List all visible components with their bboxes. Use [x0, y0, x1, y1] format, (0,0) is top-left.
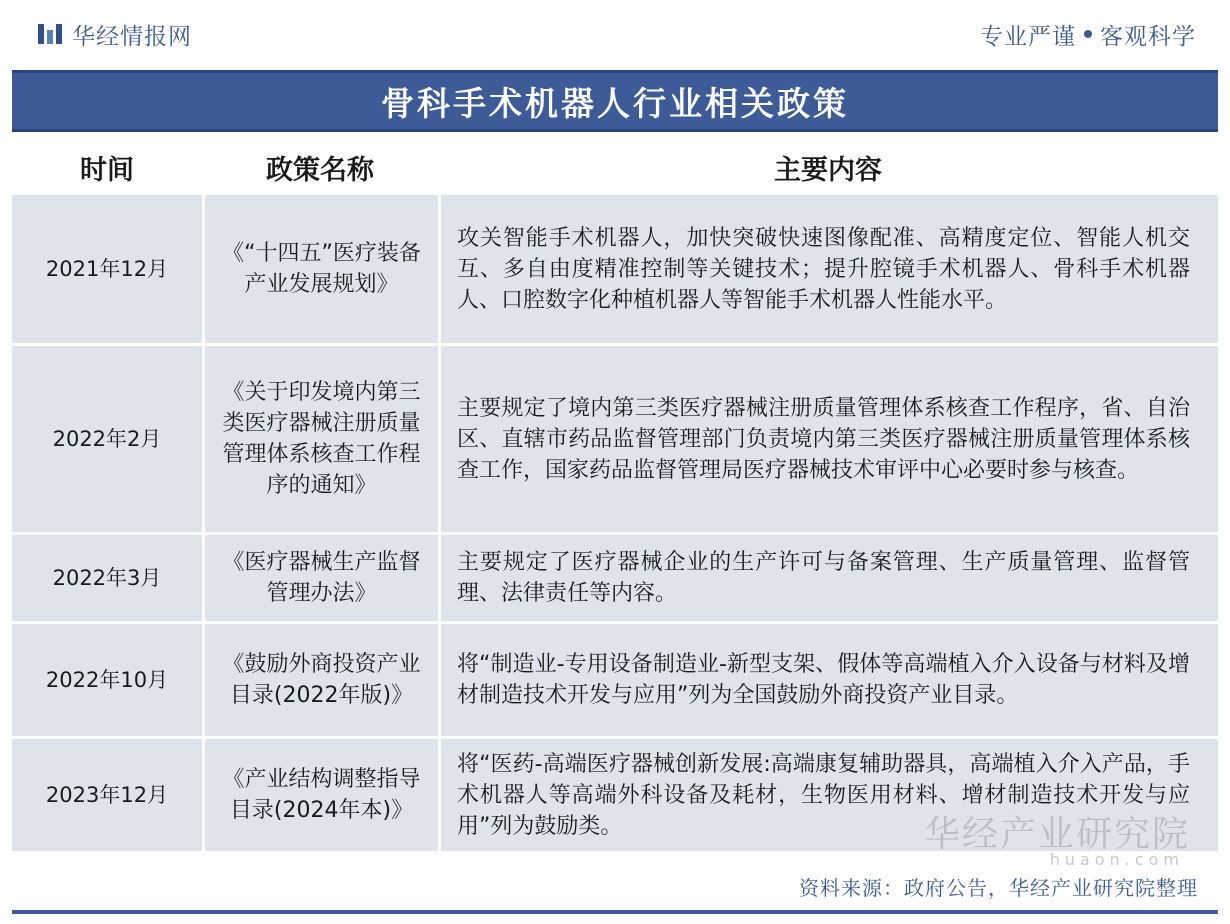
brand: [38, 18, 192, 51]
row-policy-name: 《鼓励外商投资产业目录(2022年版)》: [202, 624, 438, 736]
logo-icon: [38, 24, 62, 44]
row-content: 主要规定了医疗器械企业的生产许可与备案管理、生产质量管理、监督管理、法律责任等内容。: [438, 535, 1218, 621]
row-content: 将“制造业-专用设备制造业-新型支架、假体等高端植入介入设备与材料及增材制造技术开发与应用”列为全国鼓励外商投资产业目录。: [438, 624, 1218, 736]
brand-name: 华经情报网: [72, 23, 192, 50]
watermark-text: 华经产业研究院: [923, 814, 1190, 855]
row-policy-name: 《“十四五”医疗装备产业发展规划》: [202, 195, 438, 343]
row-time: 2021年12月: [45, 256, 169, 281]
slogan-left: 专业严谨: [980, 23, 1076, 50]
table-row: [12, 621, 1218, 736]
page-title: 骨科手术机器人行业相关政策: [12, 70, 1218, 132]
row-content: 将“医药-高端医疗器械创新发展:高端康复辅助器具，高端植入介入产品，手术机器人等高端外科设备及耗材，生物医用材料、增材制造技术开发与应用”列为鼓励类。: [438, 739, 1218, 851]
table-row: [12, 343, 1218, 532]
table-row: [12, 192, 1218, 343]
row-policy-name: 《关于印发境内第三类医疗器械注册质量管理体系核查工作程序的通知》: [202, 346, 438, 532]
table-header: [12, 142, 1218, 192]
source-note: 资料来源：政府公告，华经产业研究院整理: [799, 876, 1198, 900]
table-row: [12, 532, 1218, 621]
column-header-time: 时间: [80, 154, 134, 186]
top-bar: [0, 0, 1230, 68]
bottom-divider: [12, 910, 1218, 914]
row-time: 2022年3月: [52, 565, 162, 590]
row-content: 主要规定了境内第三类医疗器械注册质量管理体系核查工作程序，省、自治区、直辖市药品监督管理部门负责境内第三类医疗器械注册质量管理体系核查工作，国家药品监督管理局医疗器械技术审评中心必要时参与核查。: [438, 346, 1218, 532]
bullet-dot-icon: [1084, 30, 1092, 38]
column-header-policy-name: 政策名称: [266, 154, 374, 186]
slogan: [980, 18, 1196, 51]
slogan-right: 客观科学: [1100, 23, 1196, 50]
watermark-url: huaon.com: [1049, 850, 1184, 869]
row-policy-name: 《产业结构调整指导目录(2024年本)》: [202, 739, 438, 851]
row-policy-name: 《医疗器械生产监督管理办法》: [202, 535, 438, 621]
row-content: 攻关智能手术机器人，加快突破快速图像配准、高精度定位、智能人机交互、多自由度精准控制等关键技术；提升腔镜手术机器人、骨科手术机器人、口腔数字化种植机器人等智能手术机器人性能水平。: [438, 195, 1218, 343]
row-time: 2022年10月: [45, 667, 169, 692]
row-time: 2022年2月: [52, 426, 162, 451]
policy-table: [12, 142, 1218, 851]
column-header-content: 主要内容: [774, 154, 882, 186]
row-time: 2023年12月: [45, 782, 169, 807]
